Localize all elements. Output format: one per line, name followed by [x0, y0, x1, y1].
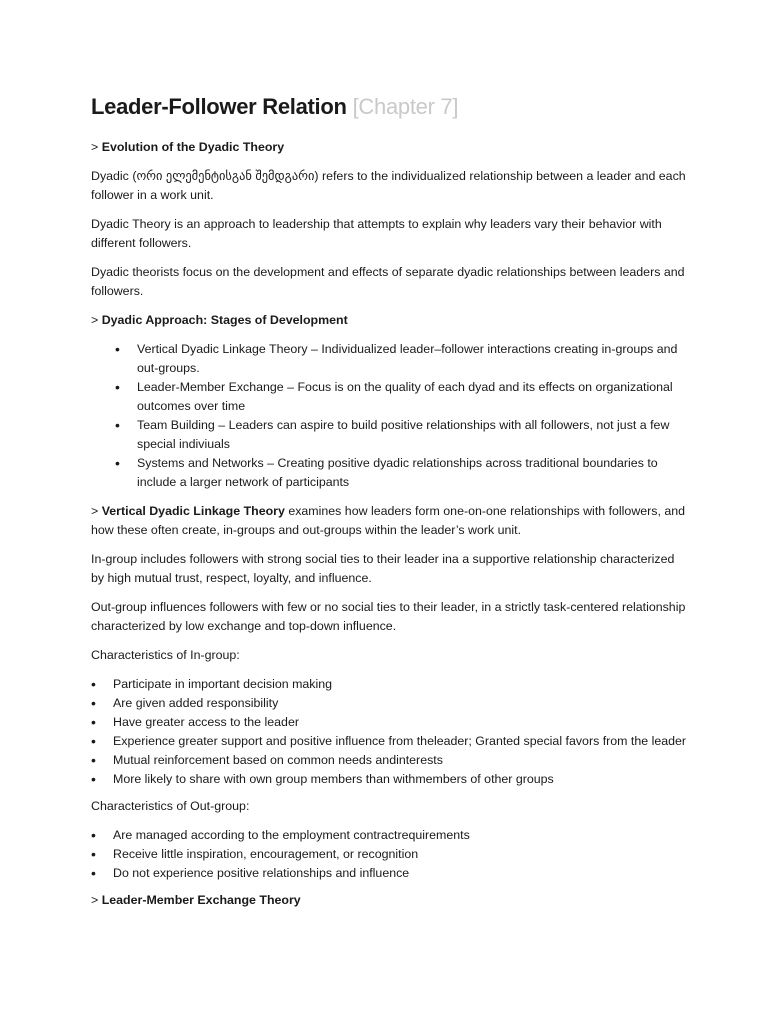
paragraph-dyadic-definition: Dyadic (ორი ელემენტისგან შემდგარი) refers to the individualized relationship between a leader and each follower in a work unit. — [91, 169, 686, 202]
list-item: • Mutual reinforcement based on common needs andinterests — [91, 751, 688, 770]
list-item: • Participate in important decision making — [91, 675, 688, 694]
list-item: • Do not experience positive relationships and influence — [91, 864, 688, 883]
heading-text: Dyadic Approach: Stages of Development — [101, 313, 348, 327]
list-item: • Systems and Networks – Creating positive dyadic relationships across traditional boundaries to include a larger network of participants — [115, 454, 688, 492]
vdl-term: Vertical Dyadic Linkage Theory — [101, 504, 285, 518]
title-text: Leader-Follower Relation — [91, 94, 347, 119]
paragraph-vdl-theory — [91, 502, 688, 540]
list-item: • Leader-Member Exchange – Focus is on the quality of each dyad and its effects on organizational outcomes over time — [115, 378, 688, 416]
list-item: • Experience greater support and positive influence from theleader; Granted special favors from the leader — [91, 732, 688, 751]
paragraph-dyadic-theory: Dyadic Theory is an approach to leadership that attempts to explain why leaders vary their behavior with different followers. — [91, 217, 662, 250]
section-heading-lmx — [91, 891, 688, 910]
heading-prefix: > — [91, 893, 99, 907]
ingroup-characteristics-heading: Characteristics of In-group: — [91, 648, 240, 662]
section-heading-evolution — [91, 138, 688, 157]
heading-prefix: > — [91, 140, 99, 154]
heading-prefix: > — [91, 313, 99, 327]
list-item: • Team Building – Leaders can aspire to build positive relationships with all followers, not just a few special indiviuals — [115, 416, 688, 454]
list-item: • Have greater access to the leader — [91, 713, 688, 732]
paragraph-ingroup-definition: In-group includes followers with strong social ties to their leader ina a supportive relationship characterized by high mutual trust, respect, loyalty, and influence. — [91, 552, 675, 585]
heading-text: Evolution of the Dyadic Theory — [101, 140, 285, 154]
paragraph-outgroup-definition: Out-group influences followers with few or no social ties to their leader, in a strictly task-centered relationship characterized by low exchange and top-down influence. — [91, 600, 686, 633]
outgroup-characteristics-heading: Characteristics of Out-group: — [91, 799, 250, 813]
vdl-prefix: > — [91, 504, 99, 518]
vdl-description: examines how leaders form one-on-one relationships with followers, and how these often create, in-groups and out-groups within the leader’s work unit. — [91, 504, 686, 537]
section-heading-stages — [91, 311, 688, 330]
list-item: • Are managed according to the employment contractrequirements — [91, 826, 688, 845]
list-item: • More likely to share with own group members than withmembers of other groups — [91, 770, 688, 789]
paragraph-dyadic-theorists: Dyadic theorists focus on the development and effects of separate dyadic relationships between leaders and followers. — [91, 265, 685, 298]
ingroup-characteristics-list — [91, 675, 688, 789]
chapter-label: [Chapter 7] — [352, 94, 459, 119]
heading-text: Leader-Member Exchange Theory — [101, 893, 301, 907]
stages-list — [115, 340, 688, 492]
page-title — [91, 93, 688, 121]
list-item: • Are given added responsibility — [91, 694, 688, 713]
list-item: • Receive little inspiration, encouragement, or recognition — [91, 845, 688, 864]
list-item: • Vertical Dyadic Linkage Theory – Individualized leader–follower interactions creating in-groups and out-groups. — [115, 340, 688, 378]
outgroup-characteristics-list — [91, 826, 688, 883]
